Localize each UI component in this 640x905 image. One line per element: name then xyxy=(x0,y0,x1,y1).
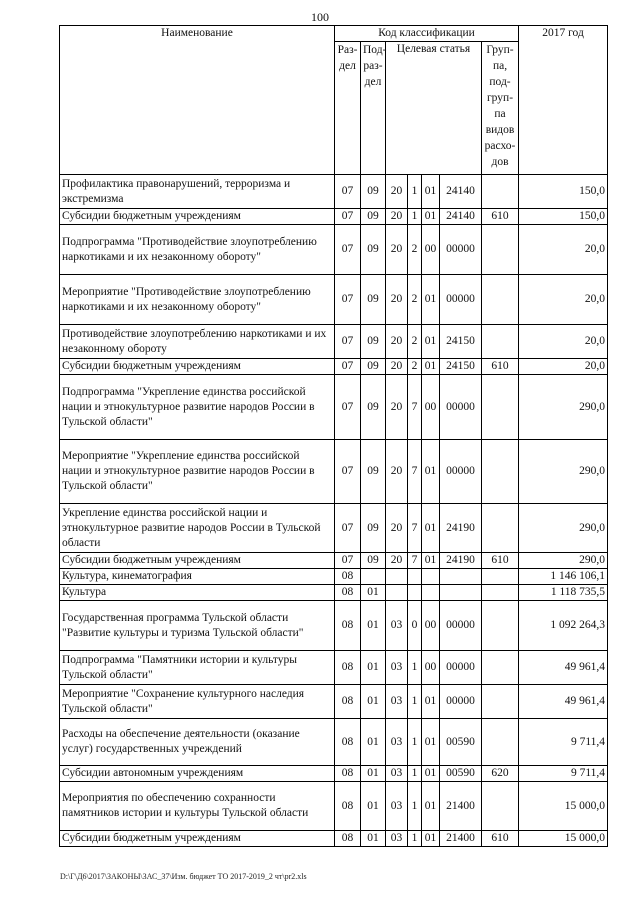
row-program: 20 xyxy=(386,553,408,569)
table-row xyxy=(60,553,608,569)
row-name: Культура, кинематография xyxy=(60,569,335,585)
row-expense-type xyxy=(482,225,519,275)
table-row xyxy=(60,719,608,766)
row-event: 01 xyxy=(422,766,440,782)
row-subsection: 09 xyxy=(361,225,386,275)
row-subprogram: 1 xyxy=(408,685,422,719)
row-subprogram: 2 xyxy=(408,325,422,359)
row-name: Субсидии бюджетным учреждениям xyxy=(60,209,335,225)
row-expense-type xyxy=(482,685,519,719)
row-subprogram: 1 xyxy=(408,719,422,766)
row-subprogram: 1 xyxy=(408,651,422,685)
table-row xyxy=(60,569,608,585)
row-direction: 24190 xyxy=(440,504,482,553)
row-program: 03 xyxy=(386,831,408,847)
row-subprogram xyxy=(408,569,422,585)
row-subprogram: 1 xyxy=(408,782,422,831)
row-program: 20 xyxy=(386,175,408,209)
row-event: 01 xyxy=(422,553,440,569)
row-amount: 290,0 xyxy=(519,553,608,569)
row-subsection: 01 xyxy=(361,685,386,719)
row-section: 08 xyxy=(335,601,361,651)
row-subprogram: 7 xyxy=(408,504,422,553)
row-amount: 15 000,0 xyxy=(519,831,608,847)
row-event: 01 xyxy=(422,275,440,325)
row-direction: 21400 xyxy=(440,782,482,831)
row-program xyxy=(386,585,408,601)
row-direction: 00000 xyxy=(440,275,482,325)
row-name: Культура xyxy=(60,585,335,601)
row-amount: 15 000,0 xyxy=(519,782,608,831)
row-name: Подпрограмма "Памятники истории и культуры Тульской области" xyxy=(60,651,335,685)
header-section: Раз- дел xyxy=(335,42,361,175)
row-name: Подпрограмма "Противодействие злоупотреблению наркотиками и их незаконному обороту" xyxy=(60,225,335,275)
row-direction: 24190 xyxy=(440,553,482,569)
row-expense-type xyxy=(482,719,519,766)
row-subprogram: 1 xyxy=(408,175,422,209)
row-amount: 150,0 xyxy=(519,209,608,225)
row-expense-type xyxy=(482,175,519,209)
row-amount: 9 711,4 xyxy=(519,719,608,766)
row-program: 20 xyxy=(386,275,408,325)
row-name: Мероприятия по обеспечению сохранности памятников истории и культуры Тульской области xyxy=(60,782,335,831)
row-section: 08 xyxy=(335,685,361,719)
row-subsection: 09 xyxy=(361,209,386,225)
table-row xyxy=(60,375,608,440)
row-expense-type xyxy=(482,585,519,601)
row-event: 01 xyxy=(422,831,440,847)
row-subsection: 09 xyxy=(361,325,386,359)
table-row xyxy=(60,225,608,275)
table-row xyxy=(60,601,608,651)
budget-rows xyxy=(60,175,608,847)
header-target: Целевая статья xyxy=(386,42,482,175)
row-amount: 290,0 xyxy=(519,440,608,504)
row-section: 07 xyxy=(335,553,361,569)
row-section: 08 xyxy=(335,569,361,585)
row-name: Профилактика правонарушений, терроризма и экстремизма xyxy=(60,175,335,209)
row-subprogram: 7 xyxy=(408,553,422,569)
row-name: Мероприятие "Укрепление единства российской нации и этнокультурное развитие народов России в Тульской области" xyxy=(60,440,335,504)
header-year: 2017 год xyxy=(519,26,608,175)
row-name: Государственная программа Тульской области "Развитие культуры и туризма Тульской области" xyxy=(60,601,335,651)
row-subprogram: 2 xyxy=(408,359,422,375)
row-program: 20 xyxy=(386,375,408,440)
table-row xyxy=(60,440,608,504)
row-event: 00 xyxy=(422,651,440,685)
table-row xyxy=(60,651,608,685)
header-group: Груп- па, под- груп- па видов расхо- дов xyxy=(482,42,519,175)
row-amount: 1 146 106,1 xyxy=(519,569,608,585)
budget-table xyxy=(59,25,608,847)
row-name: Расходы на обеспечение деятельности (оказание услуг) государственных учреждений xyxy=(60,719,335,766)
row-direction xyxy=(440,585,482,601)
row-expense-type: 610 xyxy=(482,359,519,375)
row-subsection: 01 xyxy=(361,782,386,831)
row-direction: 24150 xyxy=(440,359,482,375)
table-row xyxy=(60,209,608,225)
row-section: 07 xyxy=(335,440,361,504)
row-subsection: 09 xyxy=(361,375,386,440)
row-event: 01 xyxy=(422,440,440,504)
row-amount: 9 711,4 xyxy=(519,766,608,782)
row-program: 03 xyxy=(386,766,408,782)
row-event xyxy=(422,569,440,585)
row-expense-type xyxy=(482,601,519,651)
row-subsection: 09 xyxy=(361,175,386,209)
row-subsection: 01 xyxy=(361,651,386,685)
row-subsection: 01 xyxy=(361,719,386,766)
row-subprogram: 2 xyxy=(408,275,422,325)
row-direction: 24140 xyxy=(440,209,482,225)
row-expense-type xyxy=(482,440,519,504)
row-event: 01 xyxy=(422,782,440,831)
row-name: Субсидии бюджетным учреждениям xyxy=(60,553,335,569)
row-expense-type xyxy=(482,325,519,359)
row-amount: 20,0 xyxy=(519,225,608,275)
row-direction: 00000 xyxy=(440,685,482,719)
row-section: 08 xyxy=(335,719,361,766)
row-name: Субсидии автономным учреждениям xyxy=(60,766,335,782)
row-section: 08 xyxy=(335,831,361,847)
row-amount: 290,0 xyxy=(519,375,608,440)
row-program: 20 xyxy=(386,440,408,504)
row-subsection: 09 xyxy=(361,440,386,504)
row-name: Мероприятие "Сохранение культурного наследия Тульской области" xyxy=(60,685,335,719)
row-program: 03 xyxy=(386,601,408,651)
row-subsection: 09 xyxy=(361,504,386,553)
row-subsection xyxy=(361,569,386,585)
row-event: 00 xyxy=(422,225,440,275)
table-row xyxy=(60,585,608,601)
row-subsection: 09 xyxy=(361,275,386,325)
row-direction: 00000 xyxy=(440,601,482,651)
row-subsection: 01 xyxy=(361,831,386,847)
row-program xyxy=(386,569,408,585)
row-direction: 00000 xyxy=(440,440,482,504)
row-event: 01 xyxy=(422,359,440,375)
row-program: 20 xyxy=(386,359,408,375)
row-section: 08 xyxy=(335,651,361,685)
table-row xyxy=(60,325,608,359)
row-subprogram: 0 xyxy=(408,601,422,651)
row-section: 07 xyxy=(335,375,361,440)
row-program: 03 xyxy=(386,685,408,719)
row-program: 20 xyxy=(386,325,408,359)
table-row xyxy=(60,275,608,325)
row-subprogram: 7 xyxy=(408,375,422,440)
header-name: Наименование xyxy=(60,26,335,175)
header-classification: Код классификации xyxy=(335,26,519,42)
row-section: 07 xyxy=(335,325,361,359)
table-row xyxy=(60,831,608,847)
row-direction: 24140 xyxy=(440,175,482,209)
table-row xyxy=(60,504,608,553)
row-direction: 21400 xyxy=(440,831,482,847)
row-expense-type: 610 xyxy=(482,553,519,569)
row-section: 07 xyxy=(335,175,361,209)
row-section: 07 xyxy=(335,359,361,375)
row-name: Подпрограмма "Укрепление единства российской нации и этнокультурное развитие народов России в Тульской области" xyxy=(60,375,335,440)
row-name: Субсидии бюджетным учреждениям xyxy=(60,359,335,375)
row-section: 08 xyxy=(335,766,361,782)
row-subsection: 09 xyxy=(361,359,386,375)
row-subprogram: 1 xyxy=(408,209,422,225)
row-expense-type xyxy=(482,651,519,685)
row-subprogram xyxy=(408,585,422,601)
table-row xyxy=(60,175,608,209)
row-section: 07 xyxy=(335,504,361,553)
row-program: 20 xyxy=(386,209,408,225)
row-direction: 00000 xyxy=(440,651,482,685)
row-direction: 00000 xyxy=(440,375,482,440)
row-event: 01 xyxy=(422,719,440,766)
row-amount: 1 092 264,3 xyxy=(519,601,608,651)
row-event: 01 xyxy=(422,504,440,553)
row-subsection: 01 xyxy=(361,601,386,651)
row-name: Мероприятие "Противодействие злоупотреблению наркотиками и их незаконному обороту" xyxy=(60,275,335,325)
row-subsection: 09 xyxy=(361,553,386,569)
file-path: D:\Г\Д6\2017\ЗАКОНЫ\ЗАС_37\Изм. бюджет ТО 2017-2019_2 чт\pr2.xls xyxy=(60,872,307,881)
row-subprogram: 7 xyxy=(408,440,422,504)
row-subsection: 01 xyxy=(361,585,386,601)
row-expense-type: 610 xyxy=(482,209,519,225)
row-event: 01 xyxy=(422,685,440,719)
row-name: Противодействие злоупотреблению наркотиками и их незаконному обороту xyxy=(60,325,335,359)
row-name: Субсидии бюджетным учреждениям xyxy=(60,831,335,847)
row-name: Укрепление единства российской нации и этнокультурное развитие народов России в Тульской области xyxy=(60,504,335,553)
row-subprogram: 1 xyxy=(408,766,422,782)
row-direction: 24150 xyxy=(440,325,482,359)
row-expense-type xyxy=(482,569,519,585)
table-row xyxy=(60,685,608,719)
row-section: 07 xyxy=(335,225,361,275)
row-event: 00 xyxy=(422,601,440,651)
row-direction xyxy=(440,569,482,585)
row-program: 20 xyxy=(386,225,408,275)
row-direction: 00590 xyxy=(440,719,482,766)
row-amount: 49 961,4 xyxy=(519,685,608,719)
row-event: 01 xyxy=(422,175,440,209)
row-amount: 290,0 xyxy=(519,504,608,553)
table-row xyxy=(60,782,608,831)
row-event: 00 xyxy=(422,375,440,440)
row-amount: 150,0 xyxy=(519,175,608,209)
row-expense-type: 610 xyxy=(482,831,519,847)
row-direction: 00000 xyxy=(440,225,482,275)
row-subprogram: 1 xyxy=(408,831,422,847)
row-expense-type xyxy=(482,504,519,553)
row-subsection: 01 xyxy=(361,766,386,782)
row-amount: 20,0 xyxy=(519,275,608,325)
row-subprogram: 2 xyxy=(408,225,422,275)
row-program: 20 xyxy=(386,504,408,553)
row-section: 07 xyxy=(335,209,361,225)
row-event: 01 xyxy=(422,325,440,359)
row-amount: 20,0 xyxy=(519,325,608,359)
row-program: 03 xyxy=(386,651,408,685)
row-section: 08 xyxy=(335,782,361,831)
header-subsection: Под- раз- дел xyxy=(361,42,386,175)
table-row xyxy=(60,766,608,782)
row-amount: 1 118 735,5 xyxy=(519,585,608,601)
row-expense-type xyxy=(482,782,519,831)
row-expense-type xyxy=(482,275,519,325)
row-program: 03 xyxy=(386,782,408,831)
page-number: 100 xyxy=(311,10,329,24)
row-event xyxy=(422,585,440,601)
row-program: 03 xyxy=(386,719,408,766)
row-direction: 00590 xyxy=(440,766,482,782)
row-expense-type xyxy=(482,375,519,440)
row-amount: 20,0 xyxy=(519,359,608,375)
row-section: 07 xyxy=(335,275,361,325)
table-row xyxy=(60,359,608,375)
row-event: 01 xyxy=(422,209,440,225)
row-amount: 49 961,4 xyxy=(519,651,608,685)
row-expense-type: 620 xyxy=(482,766,519,782)
row-section: 08 xyxy=(335,585,361,601)
